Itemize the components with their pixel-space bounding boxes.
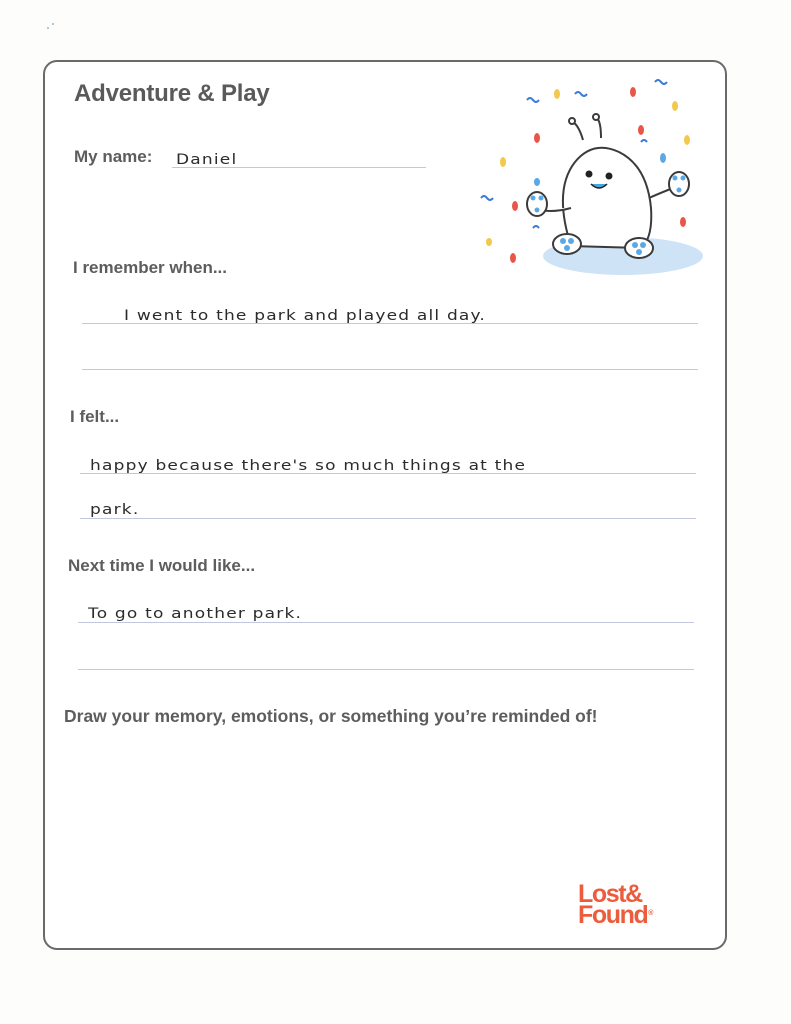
remember-answer-line-1[interactable]: I went to the park and played all day. bbox=[124, 307, 486, 324]
felt-label: I felt... bbox=[70, 407, 120, 426]
name-line bbox=[172, 167, 426, 168]
next-time-label: Next time I would like... bbox=[68, 556, 256, 575]
name-label: My name: bbox=[74, 147, 153, 166]
felt-answer-line-1[interactable]: happy because there's so much things at the bbox=[90, 457, 527, 474]
scan-speck bbox=[47, 27, 49, 29]
lost-and-found-logo bbox=[578, 880, 654, 929]
writing-line bbox=[82, 369, 698, 370]
felt-answer-line-2[interactable]: park. bbox=[90, 501, 140, 518]
writing-line bbox=[80, 473, 696, 474]
drawing-prompt: Draw your memory, emotions, or something you’re reminded of! bbox=[64, 706, 598, 726]
worksheet-title: Adventure & Play bbox=[74, 80, 270, 107]
registered-mark: ® bbox=[648, 910, 654, 917]
drawing-area[interactable] bbox=[64, 740, 664, 870]
writing-line bbox=[80, 518, 696, 519]
name-field[interactable]: Daniel bbox=[176, 151, 238, 168]
writing-line bbox=[78, 622, 694, 623]
mascot-illustration bbox=[475, 78, 705, 278]
writing-line bbox=[78, 669, 694, 670]
next-time-answer-line-1[interactable]: To go to another park. bbox=[88, 605, 303, 622]
logo-line-1: Lost& bbox=[578, 880, 642, 908]
writing-line bbox=[82, 323, 698, 324]
remember-label: I remember when... bbox=[73, 258, 227, 277]
scan-speck bbox=[52, 23, 54, 25]
logo-line-2: Found bbox=[578, 901, 648, 929]
monster-icon bbox=[527, 114, 689, 258]
